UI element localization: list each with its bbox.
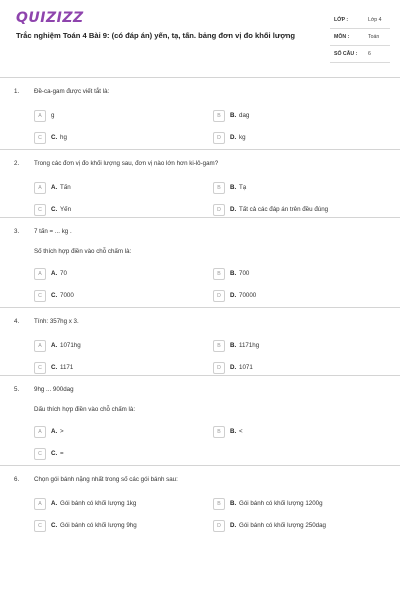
option-text: Gói bánh có khối lượng 1200g [239, 500, 323, 507]
option-text: > [60, 428, 64, 435]
option-letter-box: B [213, 426, 225, 438]
option-letter-box: A [34, 340, 46, 352]
option-text: Gói bánh có khối lượng 9hg [60, 522, 137, 529]
answer-option-c[interactable] [34, 290, 194, 302]
option-letter-box: D [213, 362, 225, 374]
answer-option-d[interactable] [213, 132, 373, 144]
option-letter-box: A [34, 498, 46, 510]
option-label: B. [230, 342, 237, 349]
worksheet-header [0, 0, 400, 72]
option-letter-box: A [34, 110, 46, 122]
option-letter-box: D [213, 290, 225, 302]
option-label: C. [51, 134, 58, 141]
option-label: D. [230, 134, 237, 141]
answer-option-a[interactable] [34, 498, 194, 510]
option-letter-box: A [34, 182, 46, 194]
quizizz-logo: QUIZIZZ [16, 10, 84, 26]
question-number: 5. [14, 386, 20, 393]
option-text: 1071 [239, 364, 253, 371]
option-letter-box: D [213, 132, 225, 144]
question-text: Đề-ca-gam được viết tắt là: [34, 88, 110, 95]
answer-option-a[interactable] [34, 426, 194, 438]
worksheet-title: Trắc nghiệm Toán 4 Bài 9: (có đáp án) yến, tạ, tấn. bảng đơn vị đo khối lượng [16, 31, 296, 40]
question-block [0, 465, 400, 534]
question-text: 9hg ... 900dag [34, 386, 74, 393]
option-text: Gói bánh có khối lượng 1kg [60, 500, 137, 507]
meta-row-grade [330, 12, 390, 29]
option-text: 700 [239, 270, 250, 277]
question-list [0, 77, 400, 534]
option-letter-box: C [34, 132, 46, 144]
option-label: B. [230, 500, 237, 507]
option-letter-box: A [34, 268, 46, 280]
question-block [0, 149, 400, 217]
option-label: C. [51, 522, 58, 529]
option-letter-box: D [213, 204, 225, 216]
answer-option-c[interactable] [34, 520, 194, 532]
option-label: C. [51, 450, 58, 457]
option-letter-box: C [34, 204, 46, 216]
answer-option-b[interactable] [213, 110, 373, 122]
option-label: C. [51, 206, 58, 213]
option-letter-box: C [34, 290, 46, 302]
option-text: Gói bánh có khối lượng 250dag [239, 522, 326, 529]
answer-option-c[interactable] [34, 362, 194, 374]
question-text: Trong các đơn vị đo khối lượng sau, đơn vị nào lớn hơn ki-lô-gam? [34, 160, 219, 167]
meta-value: 6 [368, 51, 371, 57]
option-letter-box: C [34, 520, 46, 532]
option-label: B. [230, 112, 237, 119]
option-text: 7000 [60, 292, 74, 299]
question-block [0, 217, 400, 307]
question-number: 1. [14, 88, 20, 95]
option-label: B. [230, 270, 237, 277]
question-number: 6. [14, 476, 20, 483]
option-label: C. [51, 292, 58, 299]
option-text: 1171hg [239, 342, 260, 349]
option-letter-box: D [213, 520, 225, 532]
option-text: Tạ [239, 184, 247, 191]
question-number: 3. [14, 228, 20, 235]
answer-option-c[interactable] [34, 204, 194, 216]
answer-row [0, 340, 400, 362]
answer-option-c[interactable] [34, 132, 194, 144]
answer-option-d[interactable] [213, 290, 373, 302]
option-text: = [60, 450, 64, 457]
meta-key: MÔN : [334, 34, 350, 40]
option-text: Yến [60, 206, 72, 213]
answer-row [0, 268, 400, 290]
option-label: C. [51, 364, 58, 371]
option-label: A. [51, 270, 58, 277]
option-label: B. [230, 428, 237, 435]
option-label: A. [51, 428, 58, 435]
question-block [0, 307, 400, 375]
option-text: Tấn [60, 184, 71, 191]
option-label: A. [51, 342, 58, 349]
answer-option-a[interactable] [34, 110, 194, 122]
answer-row [0, 498, 400, 520]
answer-option-b[interactable] [213, 340, 373, 352]
option-text: dag [239, 112, 250, 119]
option-letter-box: B [213, 182, 225, 194]
option-label: A. [51, 500, 58, 507]
option-label: D. [230, 522, 237, 529]
option-letter-box: B [213, 110, 225, 122]
meta-key: SỐ CÂU : [334, 51, 358, 57]
question-text: Số thích hợp điền vào chỗ chấm là: [34, 248, 132, 255]
answer-row [0, 426, 400, 448]
question-number: 2. [14, 160, 20, 167]
answer-option-a[interactable] [34, 340, 194, 352]
option-letter-box: C [34, 448, 46, 460]
answer-row [0, 520, 400, 542]
option-label: A. [51, 184, 58, 191]
answer-option-b[interactable] [213, 498, 373, 510]
meta-row-subject [330, 29, 390, 46]
meta-row-count [330, 46, 390, 63]
answer-option-c[interactable] [34, 448, 194, 460]
option-text: g [51, 112, 55, 119]
answer-row [0, 182, 400, 204]
option-label: B. [230, 184, 237, 191]
answer-option-d[interactable] [213, 362, 373, 374]
answer-options [0, 426, 400, 470]
option-letter-box: A [34, 426, 46, 438]
answer-option-d[interactable] [213, 520, 373, 532]
option-text: kg [239, 134, 246, 141]
option-label: D. [230, 292, 237, 299]
question-text: Chọn gói bánh nặng nhất trong số các gói bánh sau: [34, 476, 178, 483]
option-label: D. [230, 364, 237, 371]
meta-value: Toán [368, 34, 380, 40]
answer-option-a[interactable] [34, 182, 194, 194]
meta-table [330, 12, 390, 63]
option-text: 70000 [239, 292, 257, 299]
option-letter-box: B [213, 498, 225, 510]
question-text: Tính: 357hg x 3. [34, 318, 79, 325]
answer-options [0, 110, 400, 154]
meta-key: LỚP : [334, 17, 349, 23]
option-text: 70 [60, 270, 67, 277]
question-text: 7 tấn = ... kg . [34, 228, 72, 235]
option-text: Tất cả các đáp án trên đều đúng [239, 206, 329, 213]
option-text: hg [60, 134, 67, 141]
answer-option-d[interactable] [213, 204, 373, 216]
option-letter-box: C [34, 362, 46, 374]
option-label: D. [230, 206, 237, 213]
answer-option-b[interactable] [213, 268, 373, 280]
answer-options [0, 268, 400, 312]
question-block [0, 77, 400, 149]
question-text: Dấu thích hợp điền vào chỗ chấm là: [34, 406, 136, 413]
answer-option-b[interactable] [213, 182, 373, 194]
option-letter-box: B [213, 268, 225, 280]
answer-option-b[interactable] [213, 426, 373, 438]
answer-options [0, 498, 400, 542]
option-letter-box: B [213, 340, 225, 352]
question-block [0, 375, 400, 465]
option-text: 1171 [60, 364, 74, 371]
option-text: 1071hg [60, 342, 81, 349]
answer-option-a[interactable] [34, 268, 194, 280]
question-number: 4. [14, 318, 20, 325]
answer-row [0, 110, 400, 132]
option-text: < [239, 428, 243, 435]
meta-value: Lớp 4 [368, 17, 382, 23]
